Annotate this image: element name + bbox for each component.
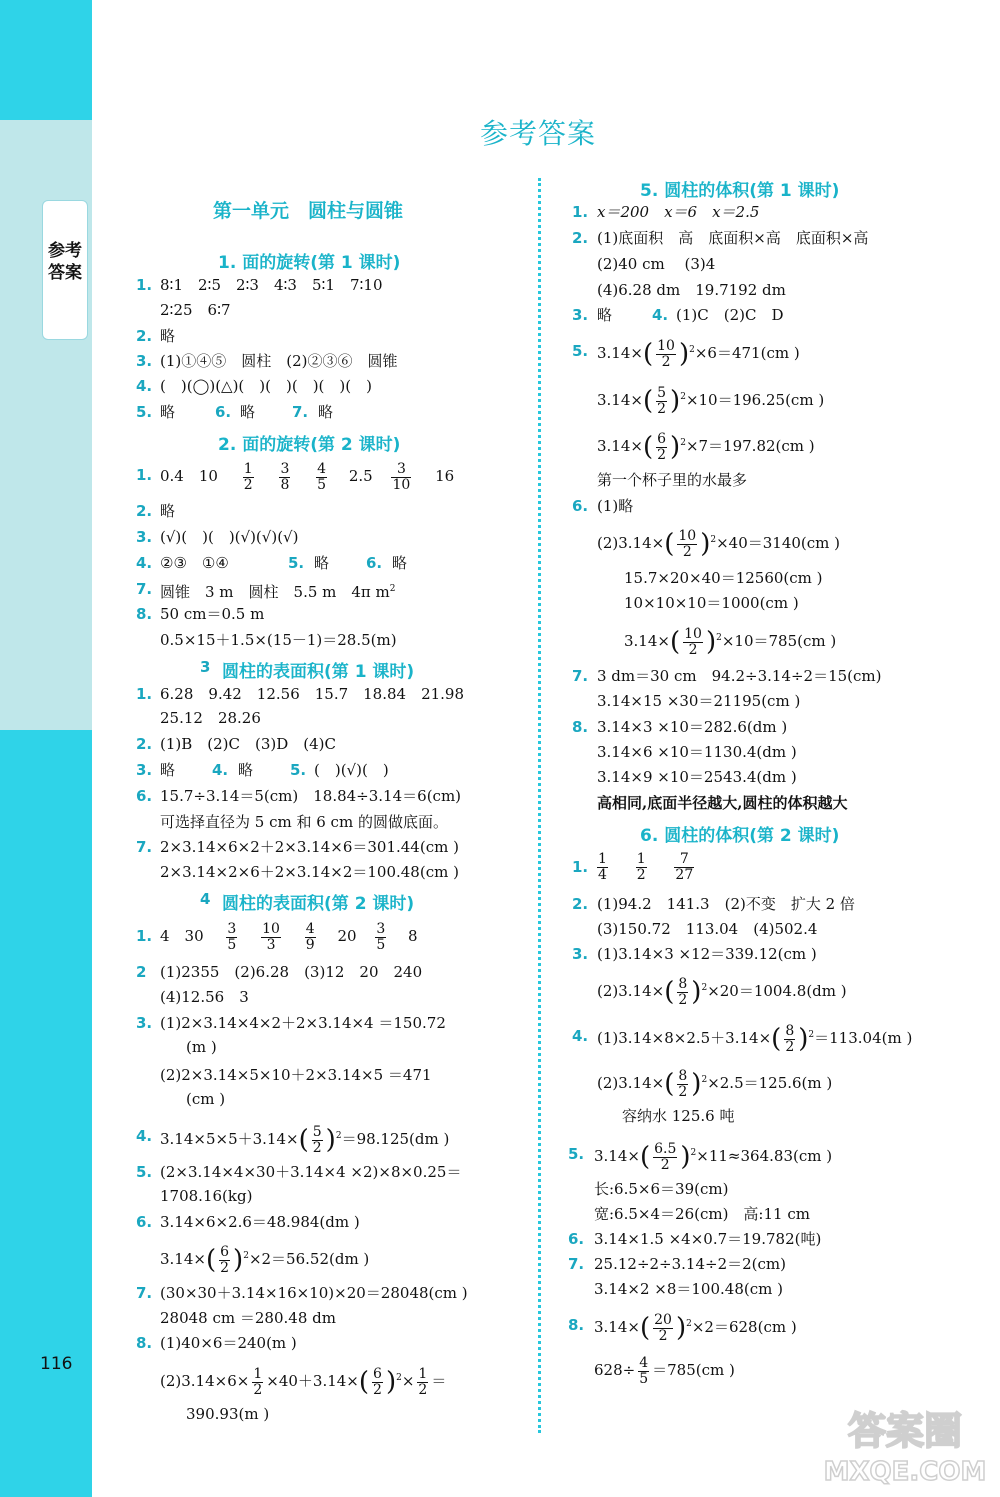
answer-line: 略: [160, 502, 176, 520]
answer-line: 3.14×( $\frac{5}{2}$ )$^2$×10＝196.25(cm ): [597, 384, 825, 417]
answer-line: (2)3.14×( $\frac{10}{2}$ )$^2$×40＝3140(cm ): [597, 527, 841, 560]
question-number: 4.: [136, 377, 153, 395]
answer-line: 长:6.5×6＝39(cm): [594, 1180, 729, 1198]
page-title: 参考答案: [480, 117, 597, 150]
section-heading: 1. 面的旋转(第 1 课时): [218, 253, 401, 273]
question-number: 1.: [136, 927, 153, 945]
answer-line: (1)B (2)C (3)D (4)C: [160, 735, 336, 753]
question-number: 6.: [136, 1213, 153, 1231]
answer-line: 28048 cm ＝280.48 dm: [160, 1309, 336, 1327]
question-number: 4.: [572, 1027, 589, 1045]
question-number: 4.: [652, 306, 669, 324]
answer-line: (4)12.56 3: [160, 988, 249, 1006]
answer-line: 3.14×( $\frac{6}{2}$ )$^2$×2＝56.52(dm ): [160, 1243, 370, 1276]
answer-line: (2)3.14×( $\frac{8}{2}$ )$^2$×2.5＝125.6(m ): [597, 1067, 833, 1100]
question-number: 8.: [136, 1334, 153, 1352]
answer-line: 3.14×1.5 ×4×0.7＝19.782(吨): [594, 1230, 822, 1248]
answer-line: (1)底面积 高 底面积×高 底面积×高: [597, 229, 869, 247]
question-number: 3.: [572, 306, 589, 324]
question-number: 7.: [136, 1284, 153, 1302]
answer-line: 略: [240, 403, 256, 421]
question-number: 5.: [568, 1145, 585, 1163]
watermark-url: MXQE.COM: [823, 1457, 987, 1487]
answer-line: (√)( )( )(√)(√)(√): [160, 528, 299, 546]
question-number: 2.: [136, 735, 153, 753]
section-heading: 2. 面的旋转(第 2 课时): [218, 435, 401, 455]
question-number: 4.: [136, 1127, 153, 1145]
answer-line: (4)6.28 dm 19.7192 dm: [597, 281, 786, 299]
answer-line: 第一个杯子里的水最多: [597, 471, 748, 489]
watermark-text: 答案圈: [847, 1409, 963, 1453]
page-number: 116: [40, 1354, 73, 1374]
question-number: 5.: [572, 342, 589, 360]
answer-line: 628÷ $\frac{4}{5}$ ＝785(cm ): [594, 1354, 735, 1387]
answer-line: 3.14×( $\frac{6.5}{2}$ )$^2$×11≈364.83(cm ): [594, 1140, 833, 1173]
answer-line: (1)C (2)C D: [676, 306, 784, 324]
question-number: 4.: [136, 554, 153, 572]
answer-line: (2)3.14×6× $\frac{1}{2}$ ×40＋3.14×( $\frac{6}{2}$ )$^2$× $\frac{1}{2}$ ＝: [160, 1365, 447, 1398]
section-heading: 圆柱的表面积(第 2 课时): [222, 894, 415, 914]
answer-line: 2×3.14×2×6＋2×3.14×2＝100.48(cm ): [160, 863, 459, 881]
answer-line: (1)2355 (2)6.28 (3)12 20 240: [160, 963, 423, 981]
question-number: 3.: [136, 761, 153, 779]
column-divider: [538, 178, 541, 1433]
answer-line: (m ): [186, 1038, 217, 1056]
answer-line: 3.14×9 ×10＝2543.4(dm ): [597, 768, 797, 786]
answer-line: (3)150.72 113.04 (4)502.4: [597, 920, 818, 938]
answer-line: 略: [314, 554, 330, 572]
question-number: 2.: [572, 895, 589, 913]
side-label: 参考答案: [48, 241, 82, 283]
question-number: 7.: [572, 667, 589, 685]
answer-line: (2)3.14×( $\frac{8}{2}$ )$^2$×20＝1004.8(dm ): [597, 975, 847, 1008]
answer-line: 3.14×( $\frac{20}{2}$ )$^2$×2＝628(cm ): [594, 1311, 797, 1344]
answer-line: (2)40 cm (3)4: [597, 255, 716, 273]
question-number: 2.: [572, 229, 589, 247]
question-number: 8.: [572, 718, 589, 736]
question-number: 3.: [136, 352, 153, 370]
answer-line: (30×30＋3.14×16×10)×20＝28048(cm ): [160, 1284, 468, 1302]
answer-line: ( )(√)( ): [314, 761, 389, 779]
answer-line: (cm ): [186, 1090, 226, 1108]
answer-line: 略: [597, 306, 613, 324]
question-number: 6.: [568, 1230, 585, 1248]
answer-line: 3.14×5×5＋3.14×( $\frac{5}{2}$ )$^2$＝98.125(dm ): [160, 1123, 450, 1156]
answer-line: 0.4 10 $\frac{1}{2}$ $\frac{3}{8}$ $\frac{4}{5}$ 2.5 $\frac{3}{10}$ 16: [160, 460, 455, 493]
answer-line: (1)94.2 141.3 (2)不变 扩大 2 倍: [597, 895, 855, 913]
answer-line: (2×3.14×4×30＋3.14×4 ×2)×8×0.25＝: [160, 1163, 462, 1181]
answer-line: 0.5×15＋1.5×(15－1)＝28.5(m): [160, 631, 397, 649]
watermark-logo: [820, 1400, 990, 1490]
answer-line: 3.14×15 ×30＝21195(cm ): [597, 692, 801, 710]
answer-line: 略: [160, 403, 176, 421]
answer-line: 略: [160, 761, 176, 779]
answer-line: (1)①④⑤ 圆柱 (2)②③⑥ 圆锥: [160, 352, 398, 370]
answer-line: 25.12÷2÷3.14÷2＝2(cm): [594, 1255, 787, 1273]
answer-line: (1)3.14×8×2.5＋3.14×( $\frac{8}{2}$ )$^2$＝113.04(m ): [597, 1022, 913, 1055]
answer-line: 高相同,底面半径越大,圆柱的体积越大: [597, 794, 848, 812]
answer-line: (1)3.14×3 ×12＝339.12(cm ): [597, 945, 817, 963]
question-number: 3: [200, 658, 211, 676]
answer-line: 3.14×2 ×8＝100.48(cm ): [594, 1280, 783, 1298]
question-number: 3.: [136, 1014, 153, 1032]
question-number: 5.: [290, 761, 307, 779]
answer-line: 15.7÷3.14＝5(cm) 18.84÷3.14＝6(cm): [160, 787, 462, 805]
answer-line: 1708.16(kg): [160, 1187, 253, 1205]
question-number: 2.: [136, 502, 153, 520]
answer-line: (2)2×3.14×5×10＋2×3.14×5 ＝471: [160, 1066, 432, 1084]
question-number: 5.: [136, 403, 153, 421]
question-number: 2.: [136, 327, 153, 345]
answer-line: 可选择直径为 5 cm 和 6 cm 的圆做底面。: [160, 813, 448, 831]
question-number: 3.: [572, 945, 589, 963]
answer-line: 2×3.14×6×2＋2×3.14×6＝301.44(cm ): [160, 838, 459, 856]
question-number: 7.: [568, 1255, 585, 1273]
section-heading: 5. 圆柱的体积(第 1 课时): [640, 181, 840, 201]
answer-line: 10×10×10＝1000(cm ): [624, 594, 799, 612]
answer-line: ( )(◯)(△)( )( )( )( )( ): [160, 377, 372, 395]
question-number: 7.: [136, 838, 153, 856]
section-heading: 6. 圆柱的体积(第 2 课时): [640, 826, 840, 846]
question-number: 1.: [572, 203, 589, 221]
question-number: 4.: [212, 761, 229, 779]
question-number: 6.: [136, 787, 153, 805]
answer-line: ②③ ①④: [160, 554, 229, 572]
answer-line: 4 30 $\frac{3}{5}$ $\frac{10}{3}$ $\frac{4}{9}$ 20 $\frac{3}{5}$ 8: [160, 920, 418, 953]
answer-line: (1)略: [597, 497, 634, 515]
answer-line: x＝200 x＝6 x＝2.5: [597, 203, 760, 221]
answer-line: 8∶1 2∶5 2∶3 4∶3 5∶1 7∶10: [160, 276, 383, 294]
question-number: 2: [136, 963, 147, 981]
answer-line: 3.14×( $\frac{6}{2}$ )$^2$×7＝197.82(cm ): [597, 430, 815, 463]
answer-line: 6.28 9.42 12.56 15.7 18.84 21.98: [160, 685, 465, 703]
question-number: 1.: [572, 858, 589, 876]
unit-title: 第一单元 圆柱与圆锥: [213, 200, 404, 222]
answer-line: 15.7×20×40＝12560(cm ): [624, 569, 823, 587]
question-number: 5.: [288, 554, 305, 572]
question-number: 6.: [572, 497, 589, 515]
answer-line: 略: [238, 761, 254, 779]
question-number: 1.: [136, 276, 153, 294]
answer-line: 2∶25 6∶7: [160, 301, 231, 319]
question-number: 3.: [136, 528, 153, 546]
question-number: 8.: [136, 605, 153, 623]
answer-line: 50 cm＝0.5 m: [160, 605, 265, 623]
answer-line: 略: [392, 554, 408, 572]
answer-line: 25.12 28.26: [160, 709, 261, 727]
question-number: 4: [200, 890, 211, 908]
answer-line: 3.14×( $\frac{10}{2}$ )$^2$×10＝785(cm ): [624, 625, 837, 658]
question-number: 6.: [215, 403, 232, 421]
answer-line: 容纳水 125.6 吨: [622, 1107, 735, 1125]
answer-line: 3.14×6×2.6＝48.984(dm ): [160, 1213, 360, 1231]
answer-line: $\frac{1}{4}$ $\frac{1}{2}$ $\frac{7}{27}$: [598, 850, 694, 883]
answer-line: (1)2×3.14×4×2＋2×3.14×4 ＝150.72: [160, 1014, 446, 1032]
question-number: 5.: [136, 1163, 153, 1181]
answer-line: 宽:6.5×4＝26(cm) 高:11 cm: [594, 1205, 810, 1223]
answer-line: (1)40×6＝240(m ): [160, 1334, 297, 1352]
question-number: 1.: [136, 685, 153, 703]
answer-line: 3.14×6 ×10＝1130.4(dm ): [597, 743, 797, 761]
answer-line: 390.93(m ): [186, 1405, 270, 1423]
question-number: 1.: [136, 466, 153, 484]
answer-line: 略: [318, 403, 334, 421]
answer-line: 3.14×3 ×10＝282.6(dm ): [597, 718, 788, 736]
section-heading: 圆柱的表面积(第 1 课时): [222, 662, 415, 682]
question-number: 6.: [366, 554, 383, 572]
question-number: 7.: [136, 580, 153, 598]
answer-line: 3 dm＝30 cm 94.2÷3.14÷2＝15(cm): [597, 667, 882, 685]
answer-line: 略: [160, 327, 176, 345]
question-number: 7.: [292, 403, 309, 421]
question-number: 8.: [568, 1316, 585, 1334]
answer-line: 圆锥 3 m 圆柱 5.5 m 4π $m^2$: [160, 583, 396, 601]
answer-line: 3.14×( $\frac{10}{2}$ )$^2$×6＝471(cm ): [597, 337, 800, 370]
